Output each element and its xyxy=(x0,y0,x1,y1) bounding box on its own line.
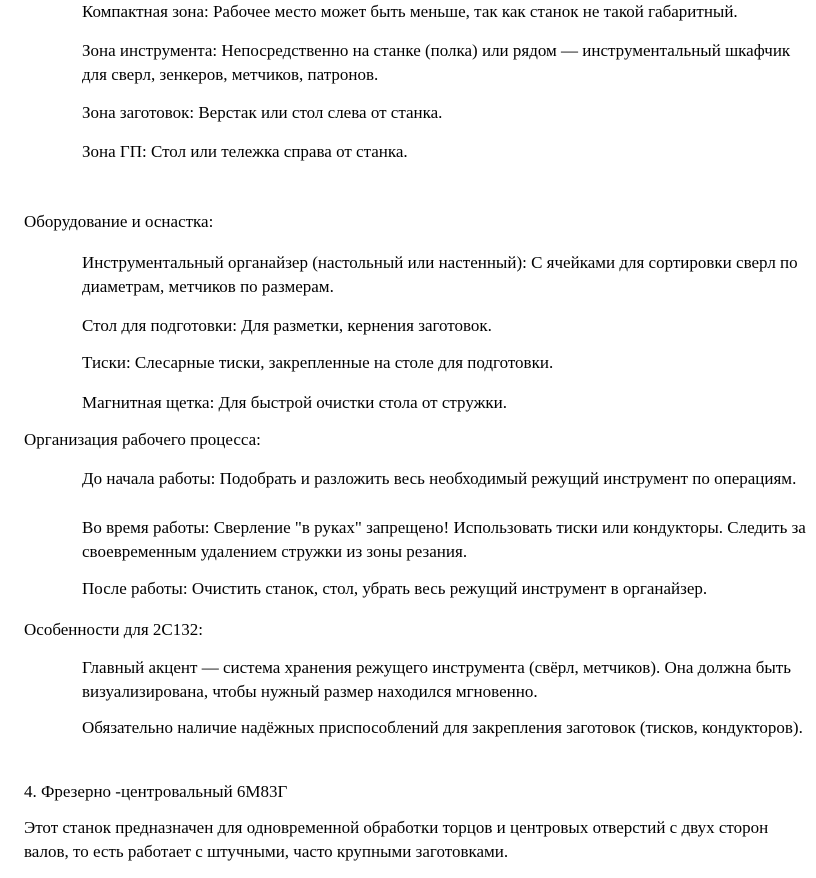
process-before-work: До начала работы: Подобрать и разложить весь необходимый режущий инструмент по операциям. xyxy=(82,469,797,488)
equipment-organizer: Инструментальный органайзер (настольный или настенный): С ячейками для сортировки сверл по диаметрам, метчиков по размерам. xyxy=(82,253,798,296)
workzone-blanks: Зона заготовок: Верстак или стол слева от станка. xyxy=(82,103,443,122)
workzone-compact: Компактная зона: Рабочее место может быть меньше, так как станок не такой габаритный. xyxy=(82,2,738,21)
equipment-vise: Тиски: Слесарные тиски, закрепленные на столе для подготовки. xyxy=(82,353,554,372)
process-during-work: Во время работы: Сверление "в руках" запрещено! Использовать тиски или кондукторы. Следить за своевременным удалением стружки из зоны резания. xyxy=(82,518,806,561)
process-heading: Организация рабочего процесса: xyxy=(24,430,261,449)
workzone-finished: Зона ГП: Стол или тележка справа от станка. xyxy=(82,142,408,161)
features-fixtures: Обязательно наличие надёжных приспособлений для закрепления заготовок (тисков, кондукторов). xyxy=(82,718,803,737)
features-heading: Особенности для 2С132: xyxy=(24,620,203,639)
equipment-heading: Оборудование и оснастка: xyxy=(24,212,214,231)
workzone-tools: Зона инструмента: Непосредственно на станке (полка) или рядом — инструментальный шкафчик для сверл, зенкеров, метчиков, патронов. xyxy=(82,41,791,84)
section-4-heading: 4. Фрезерно -центровальный 6М83Г xyxy=(24,782,288,801)
features-main-focus: Главный акцент — система хранения режущего инструмента (свёрл, метчиков). Она должна быть визуализирована, чтобы нужный размер находился мгновенно. xyxy=(82,658,791,701)
section-4-text: Этот станок предназначен для одновременной обработки торцов и центровых отверстий с двух сторон валов, то есть работает с штучными, часто крупными заготовками. xyxy=(24,818,769,861)
equipment-prep-table: Стол для подготовки: Для разметки, кернения заготовок. xyxy=(82,316,492,335)
equipment-magnetic-brush: Магнитная щетка: Для быстрой очистки стола от стружки. xyxy=(82,393,507,412)
process-after-work: После работы: Очистить станок, стол, убрать весь режущий инструмент в органайзер. xyxy=(82,579,708,598)
